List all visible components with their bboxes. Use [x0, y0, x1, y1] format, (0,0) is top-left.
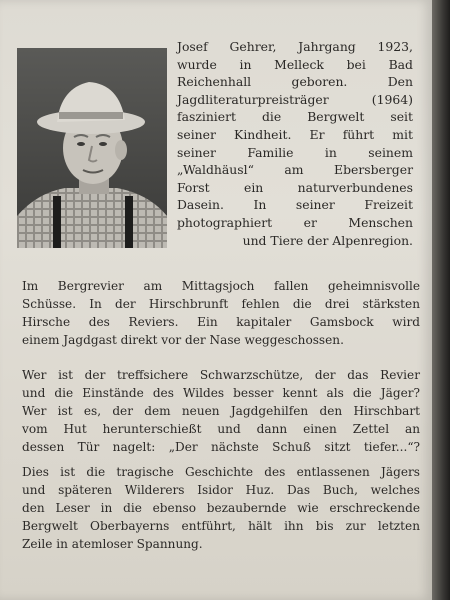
synopsis-line: dessen Tür nagelt: „Der nächste Schuß sitzt tiefer...“? [22, 440, 420, 454]
book-spine-edge [432, 0, 450, 600]
bio-line: fasziniert die Bergwelt seit [177, 109, 413, 125]
synopsis-line: einem Jagdgast direkt vor der Nase weggeschossen. [22, 333, 344, 347]
synopsis-line: Wer ist der treffsichere Schwarzschütze, der das Revier [22, 368, 420, 382]
bio-line: seiner Kindheit. Er führt mit [177, 126, 413, 142]
synopsis-line: Bergwelt Oberbayerns entführt, hält ihn bis zur letzten [22, 519, 420, 533]
synopsis-line: vom Hut herunterschießt und dann einen Zettel an [22, 422, 420, 436]
author-bio [177, 38, 413, 249]
bio-line: photographiert er Menschen [177, 214, 413, 230]
bio-line: und Tiere der Alpenregion. [242, 232, 413, 248]
synopsis-paragraph-3 [22, 463, 420, 553]
author-photo [17, 48, 167, 248]
bio-line: „Waldhäusl“ am Ebersberger [177, 162, 413, 178]
synopsis-line: Wer ist es, der dem neuen Jagdgehilfen den Hirschbart [22, 404, 420, 418]
synopsis-paragraph-2 [22, 366, 420, 456]
synopsis-line: Hirsche des Reviers. Ein kapitaler Gamsbock wird [22, 315, 420, 329]
author-portrait-image [17, 48, 167, 248]
bio-line: Reichenhall geboren. Den [177, 74, 413, 90]
synopsis-line: Im Bergrevier am Mittagsjoch fallen geheimnisvolle [22, 279, 420, 293]
synopsis-line: Schüsse. In der Hirschbrunft fehlen die drei stärksten [22, 297, 420, 311]
bio-line: Dasein. In seiner Freizeit [177, 197, 413, 213]
synopsis-line: Dies ist die tragische Geschichte des entlassenen Jägers [22, 465, 420, 479]
synopsis-line: und späteren Wilderers Isidor Huz. Das Buch, welches [22, 483, 420, 497]
bio-line: Jagdliteraturpreisträger (1964) [177, 91, 413, 107]
bio-line: Josef Gehrer, Jahrgang 1923, [177, 39, 413, 54]
bio-line: seiner Familie in seinem [177, 144, 413, 160]
synopsis-paragraph-1 [22, 277, 420, 349]
synopsis-line: und die Einstände des Wildes besser kennt als die Jäger? [22, 386, 420, 400]
synopsis-line: den Leser in die ebenso bezaubernde wie erschreckende [22, 501, 420, 515]
bio-line: Forst ein naturverbundenes [177, 179, 413, 195]
bio-line: wurde in Melleck bei Bad [177, 56, 413, 72]
synopsis-line: Zeile in atemloser Spannung. [22, 537, 203, 551]
